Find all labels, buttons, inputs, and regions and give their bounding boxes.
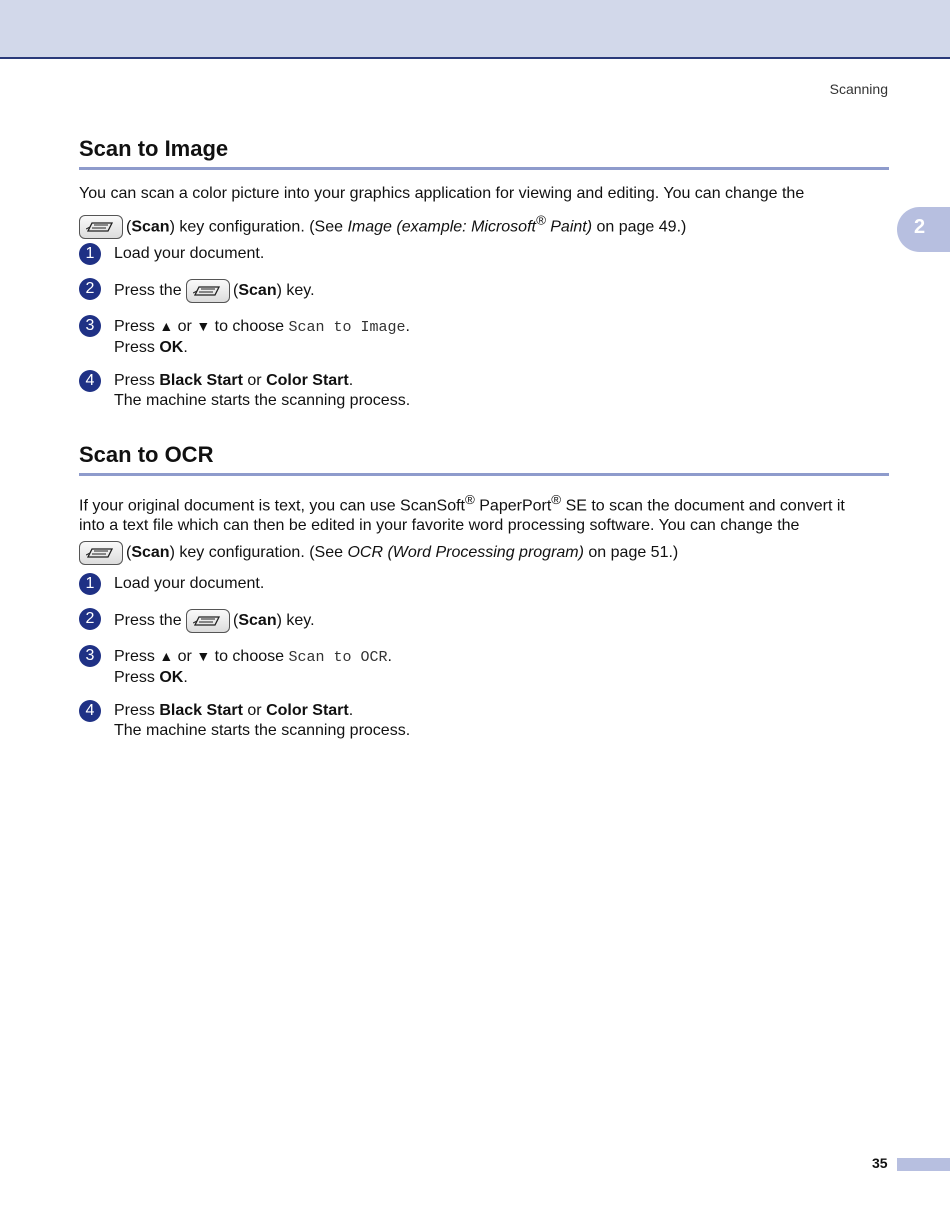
section-intro: You can scan a color picture into your graphics application for viewing and editing. You can change the (Scan) key configuration. (See Image (example: Microsoft® Paint) on page 49.) (79, 180, 889, 240)
header-band (0, 0, 950, 59)
running-head: Scanning (829, 81, 888, 97)
menu-option: Scan to OCR (288, 649, 388, 666)
step-list (79, 609, 889, 633)
step-item: 2 Press the (Scan) key. (79, 609, 889, 633)
scan-key-icon (186, 609, 230, 633)
section-rule (79, 473, 889, 476)
scan-key-icon (79, 215, 123, 239)
step-item: 1 Load your document. (79, 244, 889, 264)
chapter-number: 2 (914, 216, 926, 238)
scan-key-icon (79, 541, 123, 565)
step-list (79, 279, 889, 303)
step-list (79, 574, 889, 594)
page-footer-bar (897, 1158, 950, 1171)
scan-key-icon (186, 279, 230, 303)
step-number-badge: 3 (79, 645, 101, 667)
section-scan-to-image (79, 136, 889, 240)
step-number-badge: 4 (79, 370, 101, 392)
step-number-badge: 2 (79, 608, 101, 630)
chapter-tab (897, 207, 950, 252)
step-item: 4 Press Black Start or Color Start. The machine starts the scanning process. (79, 701, 889, 741)
section-scan-to-ocr (79, 442, 889, 566)
step-item: 1 Load your document. (79, 574, 889, 594)
down-arrow-icon: ▼ (196, 648, 211, 664)
section-title: Scan to Image (79, 136, 229, 161)
step-list (79, 316, 889, 358)
step-list (79, 646, 889, 688)
page-number: 35 (872, 1155, 888, 1171)
step-list (79, 701, 889, 741)
step-list (79, 244, 889, 264)
up-arrow-icon: ▲ (159, 648, 174, 664)
step-number-badge: 4 (79, 700, 101, 722)
step-list (79, 371, 889, 411)
step-number-badge: 1 (79, 573, 101, 595)
step-item: 3 Press ▲ or ▼ to choose Scan to Image. Press OK. (79, 316, 889, 358)
step-item: 3 Press ▲ or ▼ to choose Scan to OCR. Press OK. (79, 646, 889, 688)
step-number-badge: 1 (79, 243, 101, 265)
step-item: 4 Press Black Start or Color Start. The machine starts the scanning process. (79, 371, 889, 411)
section-title: Scan to OCR (79, 442, 214, 467)
up-arrow-icon: ▲ (159, 318, 174, 334)
step-item: 2 Press the (Scan) key. (79, 279, 889, 303)
section-intro: If your original document is text, you can use ScanSoft® PaperPort® SE to scan the document and convert it into a text file which can then be edited in your favorite word processing software. You can change the (79, 492, 845, 535)
section-rule (79, 167, 889, 170)
section-intro-cont: (Scan) key configuration. (See OCR (Word Processing program) on page 51.) (79, 539, 889, 566)
down-arrow-icon: ▼ (196, 318, 211, 334)
step-number-badge: 2 (79, 278, 101, 300)
menu-option: Scan to Image (288, 319, 406, 336)
step-number-badge: 3 (79, 315, 101, 337)
